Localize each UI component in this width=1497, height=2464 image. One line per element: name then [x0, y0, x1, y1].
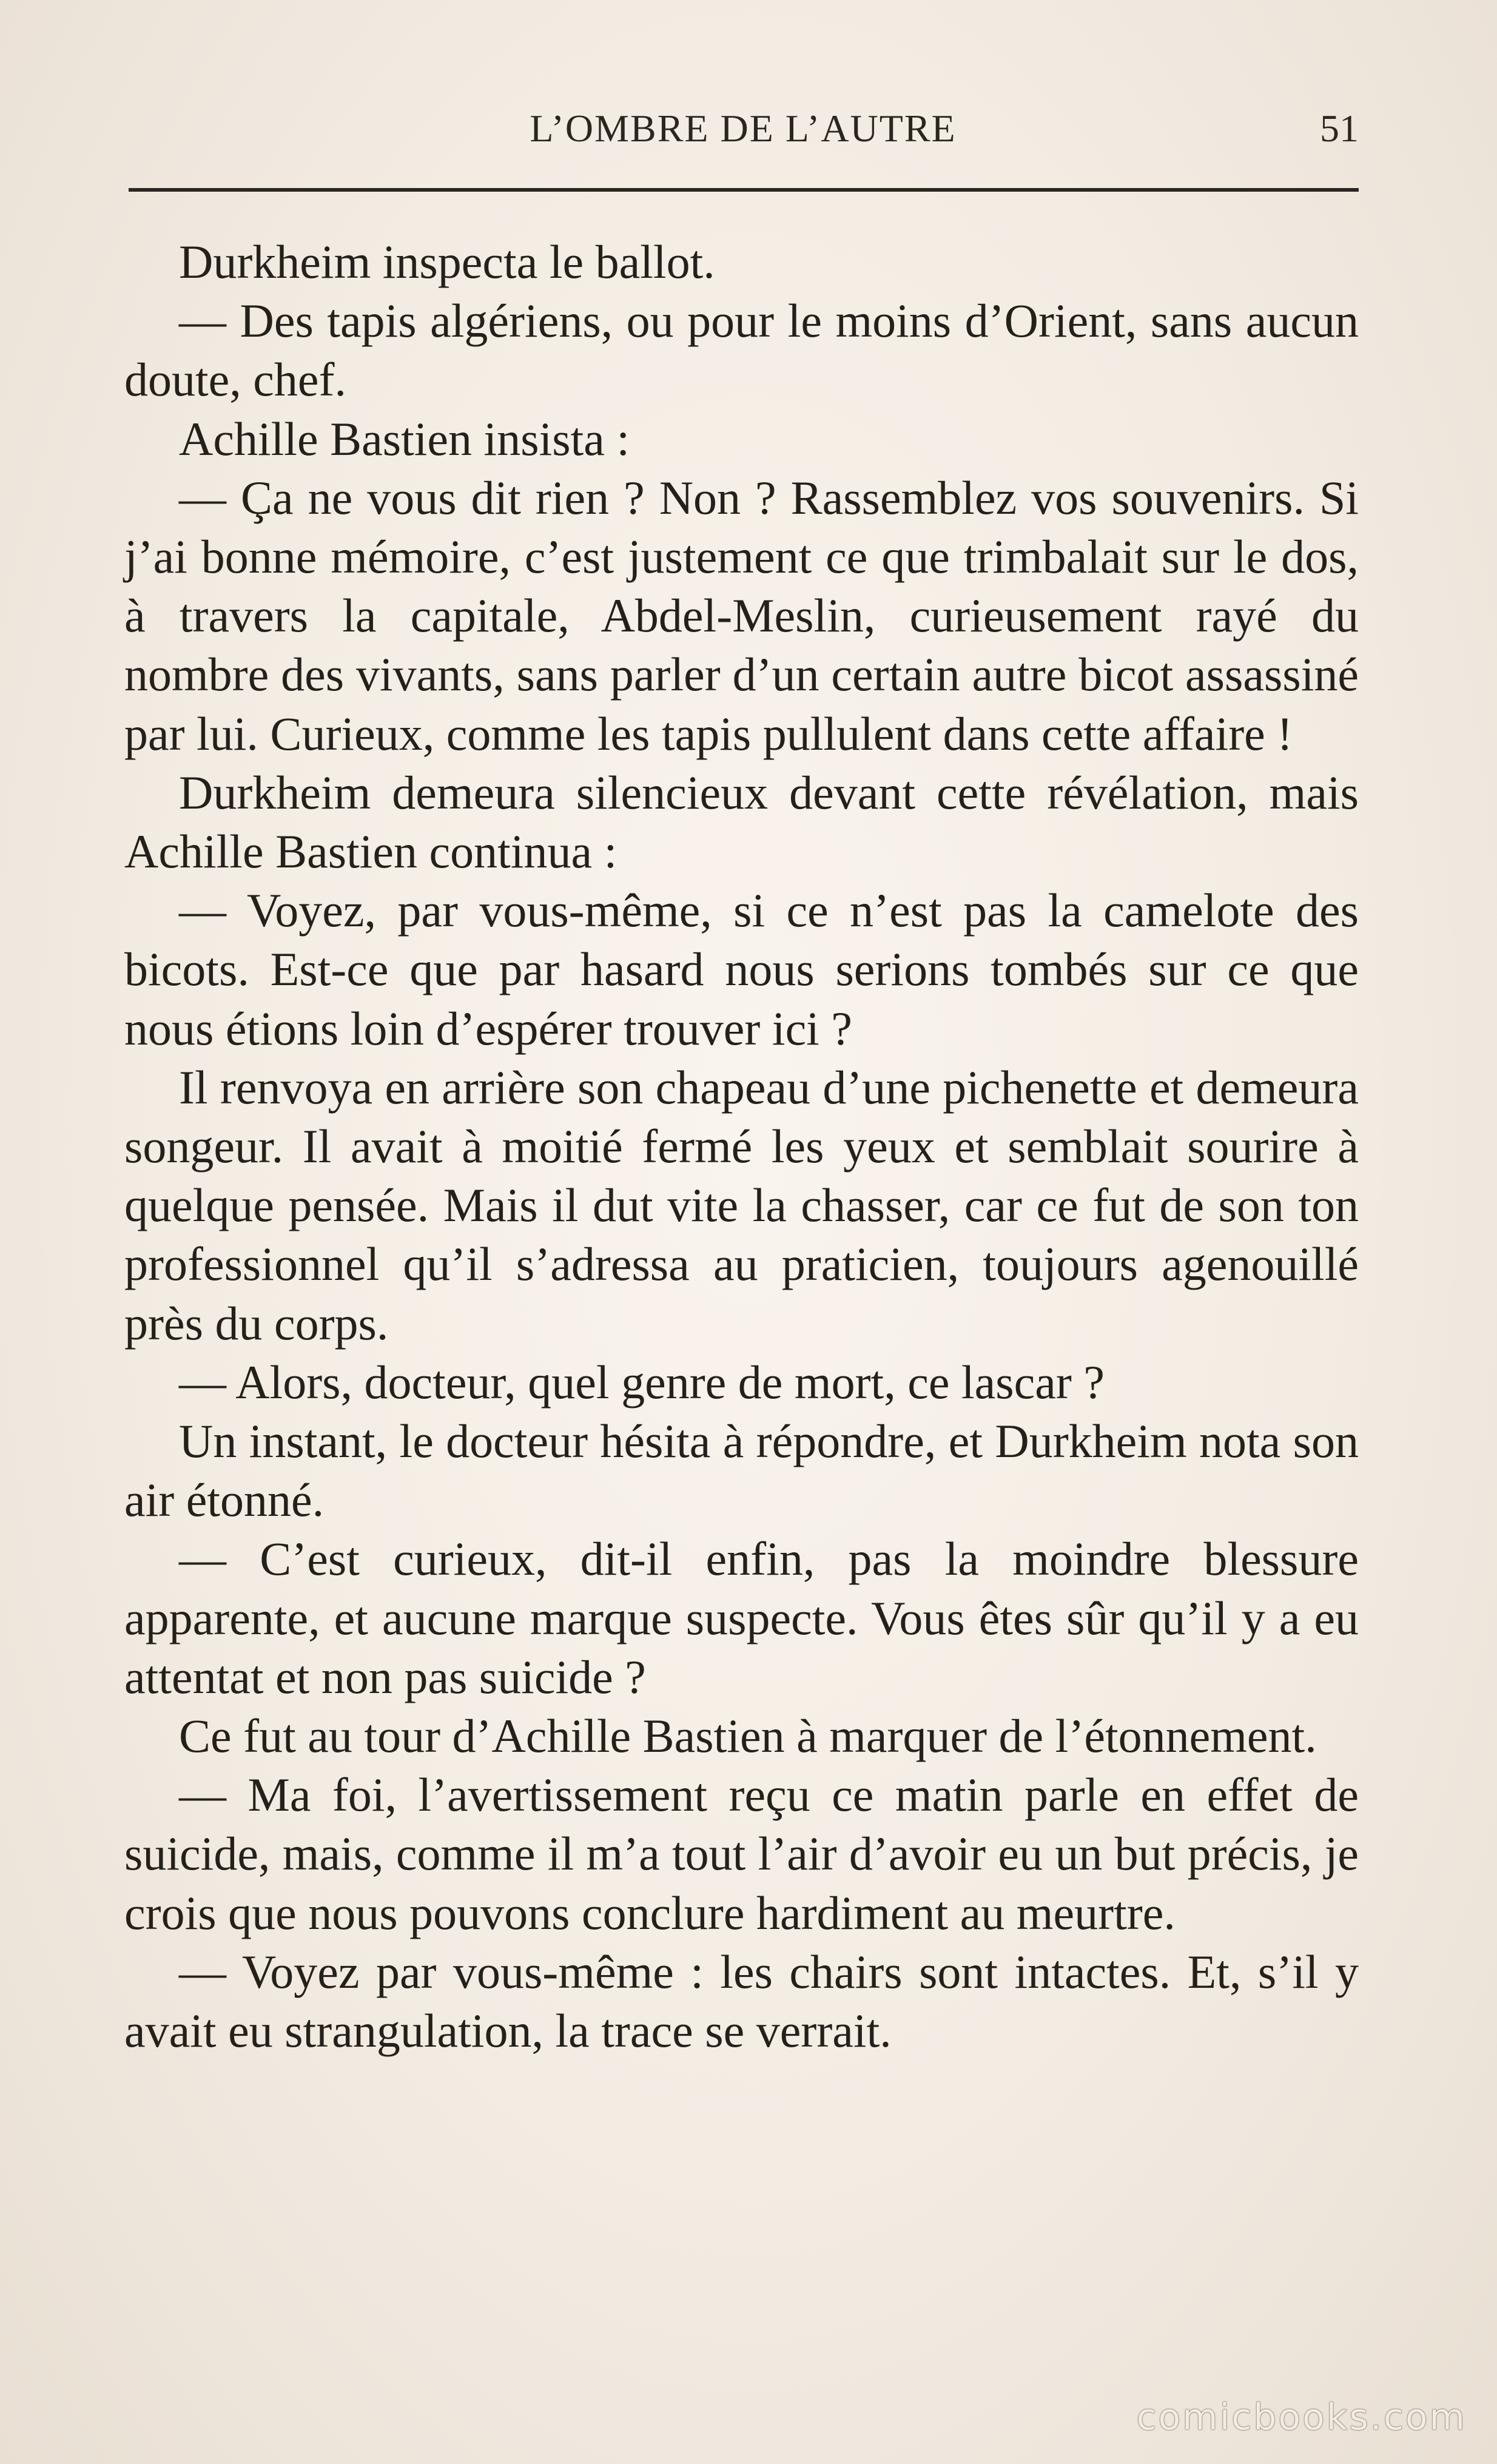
paragraph: Achille Bastien insista :: [179, 412, 630, 465]
paragraph: — Des tapis algériens, ou pour le moins d’Orient, sans aucun doute, chef.: [124, 294, 1359, 406]
paragraph: — Alors, docteur, quel genre de mort, ce lascar ?: [179, 1355, 1105, 1409]
paragraph: — Voyez par vous-même : les chairs sont intactes. Et, s’il y avait eu strangulation, la trace se verrait.: [124, 1945, 1359, 2058]
watermark: comicbooks.com: [1136, 2396, 1467, 2439]
paragraph: Ce fut au tour d’Achille Bastien à marquer de l’étonnement.: [179, 1709, 1317, 1763]
paragraph: — Ça ne vous dit rien ? Non ? Rassemblez vos souvenirs. Si j’ai bonne mémoire, c’est justement ce que trimbalait sur le dos, à travers la capitale, Abdel-Meslin, curieusement rayé du nombre des vivants, sans parler d’un certain autre bicot assassiné par lui. Curieux, comme les tapis pullulent dans cette affaire !: [124, 471, 1359, 760]
paragraph: — Voyez, par vous-même, si ce n’est pas la camelote des bicots. Est-ce que par hasard nous serions tombés sur ce que nous étions loin d’espérer trouver ici ?: [124, 884, 1359, 1055]
paragraph: Un instant, le docteur hésita à répondre, et Durkheim nota son air étonné.: [124, 1415, 1359, 1527]
paragraph: — Ma foi, l’avertissement reçu ce matin parle en effet de suicide, mais, comme il m’a tout l’air d’avoir eu un but précis, je crois que nous pouvons conclure hardiment au meurtre.: [124, 1768, 1359, 1939]
running-title: L’OMBRE DE L’AUTRE: [530, 107, 957, 150]
page-number: 51: [1320, 107, 1359, 150]
paragraph: — C’est curieux, dit-il enfin, pas la moindre blessure apparente, et aucune marque suspecte. Vous êtes sûr qu’il y a eu attentat et non pas suicide ?: [124, 1532, 1359, 1703]
paragraph: Durkheim inspecta le ballot.: [179, 235, 715, 288]
running-header: [127, 106, 1359, 161]
paragraph: Il renvoya en arrière son chapeau d’une pichenette et demeura songeur. Il avait à moitié fermé les yeux et semblait sourire à quelque pensée. Mais il dut vite la chasser, car ce fut de son ton professionnel qu’il s’adressa au praticien, toujours agenouillé près du corps.: [124, 1060, 1359, 1350]
body-text: [124, 232, 1359, 2060]
paragraph: Durkheim demeura silencieux devant cette révélation, mais Achille Bastien continua :: [124, 766, 1359, 878]
header-rule: [129, 188, 1359, 192]
